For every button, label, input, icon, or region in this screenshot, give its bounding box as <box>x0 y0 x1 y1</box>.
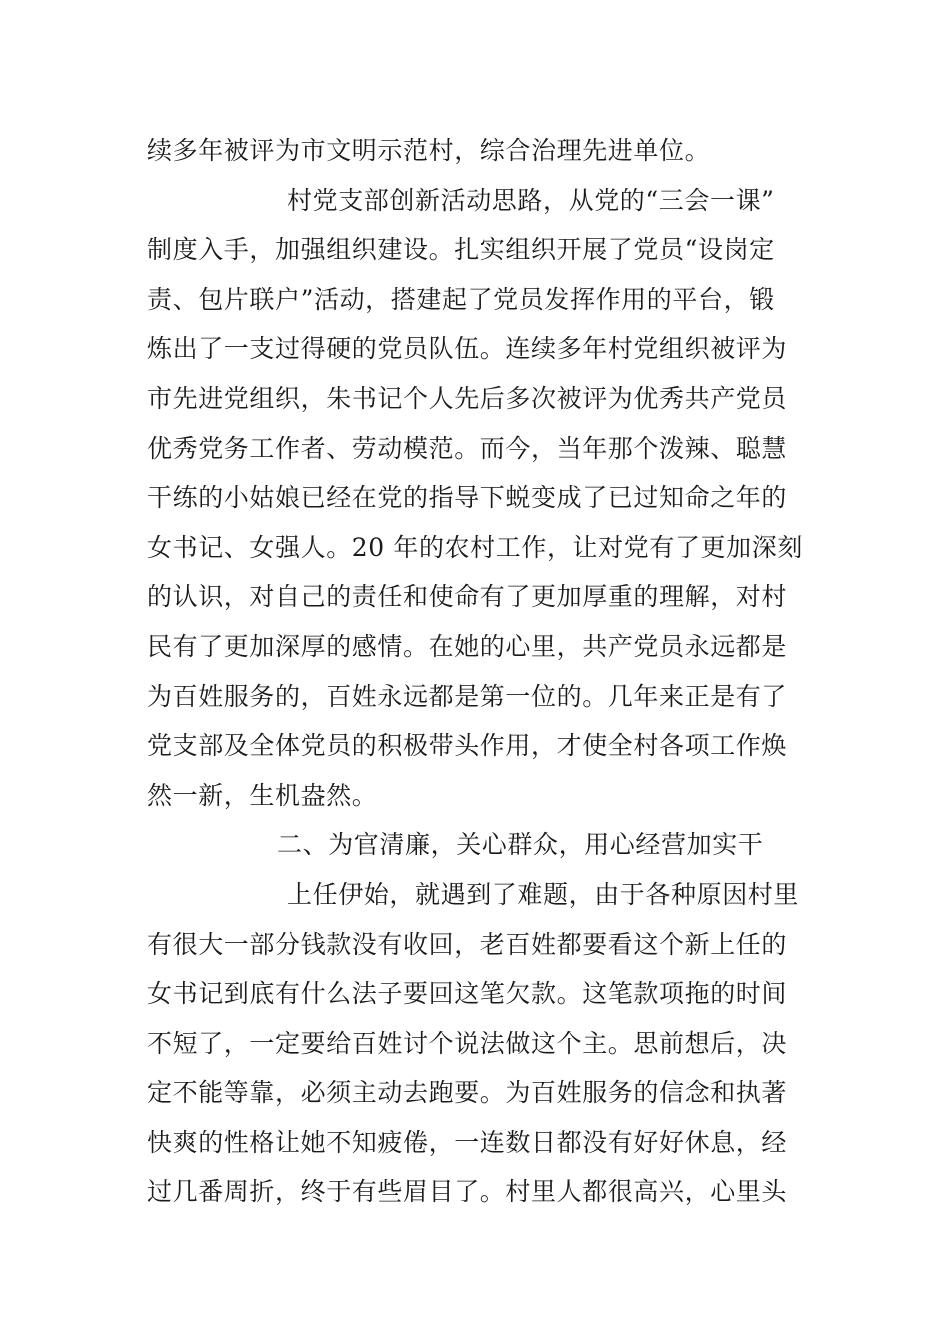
text-line: 不短了，一定要给百姓讨个说法做这个主。思前想后，决 <box>147 1028 788 1058</box>
document-body <box>147 126 812 1217</box>
text-line: 党支部及全体党员的积极带头作用，才使全村各项工作焕 <box>147 731 788 761</box>
text-line: 制度入手，加强组织建设。扎实组织开展了党员“设岗定 <box>147 235 775 265</box>
text-line: 责、包片联户”活动，搭建起了党员发挥作用的平台，锻 <box>147 284 775 314</box>
text-line: 为百姓服务的，百姓永远都是第一位的。几年来正是有了 <box>147 681 788 711</box>
text-line: 优秀党务工作者、劳动模范。而今，当年那个泼辣、聪慧 <box>147 433 788 463</box>
text-line: 有很大一部分钱款没有收回，老百姓都要看这个新上任的 <box>147 929 788 959</box>
text-line: 续多年被评为市文明示范村，综合治理先进单位。 <box>147 136 711 165</box>
section-heading: 二、为官清廉，关心群众，用心经营加实干 <box>277 830 764 860</box>
paragraph-start-line: 上任伊始，就遇到了难题，由于各种原因村里 <box>287 879 800 909</box>
text-line: 炼出了一支过得硬的党员队伍。连续多年村党组织被评为 <box>147 334 788 364</box>
paragraph-start-line: 村党支部创新活动思路，从党的“三会一课” <box>287 185 775 215</box>
text-line: 市先进党组织，朱书记个人先后多次被评为优秀共产党员 <box>147 383 788 413</box>
text-line: 干练的小姑娘已经在党的指导下蜕变成了已过知命之年的 <box>147 483 788 513</box>
text-line: 女书记到底有什么法子要回这笔欠款。这笔款项拖的时间 <box>147 979 788 1009</box>
text-line: 快爽的性格让她不知疲倦，一连数日都没有好好休息，经 <box>147 1127 788 1157</box>
text-line: 过几番周折，终于有些眉目了。村里人都很高兴，心里头 <box>147 1177 788 1207</box>
text-line: 民有了更加深厚的感情。在她的心里，共产党员永远都是 <box>147 631 788 661</box>
text-line: 的认识，对自己的责任和使命有了更加厚重的理解，对村 <box>147 582 788 612</box>
text-line: 然一新，生机盎然。 <box>147 780 378 810</box>
text-line: 女书记、女强人。20 年的农村工作，让对党有了更加深刻 <box>147 532 803 562</box>
text-line: 定不能等靠，必须主动去跑要。为百姓服务的信念和执著 <box>147 1078 788 1108</box>
